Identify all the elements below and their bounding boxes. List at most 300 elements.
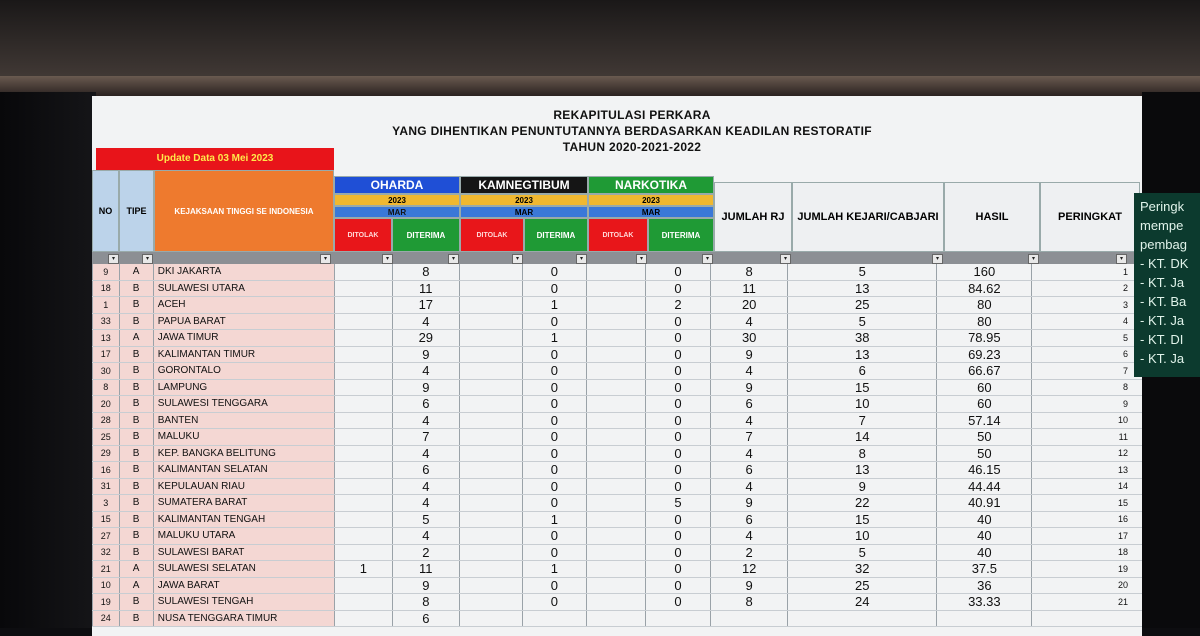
cell-jumlah-rj[interactable]: 9 [711,379,788,396]
cell-jumlah-rj[interactable]: 9 [711,346,788,363]
cell-jumlah-kejari[interactable]: 25 [788,297,937,314]
cell-kamnegtibum-diterima[interactable] [523,610,586,627]
cell-kejaksaan[interactable]: SUMATERA BARAT [153,495,334,512]
cell-tipe[interactable]: A [119,330,153,347]
cell-kamnegtibum-ditolak[interactable] [460,478,523,495]
cell-kamnegtibum-diterima[interactable]: 0 [523,363,586,380]
cell-kejaksaan[interactable]: SULAWESI BARAT [153,544,334,561]
cell-peringkat[interactable]: 21 [1032,594,1142,611]
cell-jumlah-rj[interactable]: 30 [711,330,788,347]
cell-hasil[interactable]: 44.44 [937,478,1032,495]
cell-tipe[interactable]: B [119,313,153,330]
cell-narkotika-ditolak[interactable] [586,346,645,363]
cell-tipe[interactable]: B [119,511,153,528]
cell-jumlah-rj[interactable]: 8 [711,594,788,611]
filter-dropdown-jumlah-kejari[interactable]: ▾ [932,254,943,264]
cell-oharda-diterima[interactable]: 4 [392,495,459,512]
cell-oharda-diterima[interactable]: 11 [392,561,459,578]
cell-oharda-ditolak[interactable] [335,313,393,330]
table-row[interactable] [93,379,1143,396]
cell-oharda-diterima[interactable]: 8 [392,594,459,611]
cell-kamnegtibum-ditolak[interactable] [460,495,523,512]
cell-narkotika-diterima[interactable]: 0 [645,445,710,462]
cell-no[interactable]: 13 [93,330,120,347]
cell-hasil[interactable]: 40 [937,511,1032,528]
cell-narkotika-ditolak[interactable] [586,445,645,462]
cell-narkotika-ditolak[interactable] [586,429,645,446]
cell-kamnegtibum-diterima[interactable]: 0 [523,280,586,297]
cell-tipe[interactable]: B [119,594,153,611]
cell-narkotika-diterima[interactable]: 0 [645,561,710,578]
cell-jumlah-rj[interactable]: 6 [711,462,788,479]
cell-no[interactable]: 31 [93,478,120,495]
table-row[interactable] [93,264,1143,280]
table-row[interactable] [93,429,1143,446]
table-row[interactable] [93,610,1143,627]
filter-dropdown-kamnegtibum-diterima[interactable]: ▾ [576,254,587,264]
cell-no[interactable]: 28 [93,412,120,429]
cell-oharda-diterima[interactable]: 9 [392,379,459,396]
cell-oharda-diterima[interactable]: 4 [392,412,459,429]
cell-kejaksaan[interactable]: ACEH [153,297,334,314]
cell-narkotika-ditolak[interactable] [586,264,645,280]
cell-narkotika-ditolak[interactable] [586,495,645,512]
cell-oharda-ditolak[interactable] [335,330,393,347]
table-row[interactable] [93,412,1143,429]
cell-tipe[interactable]: B [119,297,153,314]
cell-oharda-ditolak[interactable] [335,495,393,512]
cell-no[interactable]: 33 [93,313,120,330]
cell-kamnegtibum-diterima[interactable]: 0 [523,544,586,561]
cell-narkotika-diterima[interactable]: 0 [645,429,710,446]
cell-narkotika-diterima[interactable]: 0 [645,330,710,347]
cell-oharda-ditolak[interactable] [335,462,393,479]
cell-jumlah-kejari[interactable]: 25 [788,577,937,594]
cell-no[interactable]: 15 [93,511,120,528]
cell-jumlah-kejari[interactable]: 6 [788,363,937,380]
cell-kamnegtibum-ditolak[interactable] [460,396,523,413]
cell-no[interactable]: 24 [93,610,120,627]
table-row[interactable] [93,313,1143,330]
cell-no[interactable]: 3 [93,495,120,512]
cell-tipe[interactable]: B [119,379,153,396]
cell-no[interactable]: 30 [93,363,120,380]
cell-oharda-ditolak[interactable] [335,396,393,413]
filter-dropdown-kejaksaan[interactable]: ▾ [320,254,331,264]
cell-peringkat[interactable]: 2 [1032,280,1142,297]
cell-peringkat[interactable]: 13 [1032,462,1142,479]
cell-kamnegtibum-diterima[interactable]: 0 [523,346,586,363]
cell-jumlah-kejari[interactable]: 5 [788,264,937,280]
cell-jumlah-kejari[interactable]: 10 [788,396,937,413]
cell-kamnegtibum-ditolak[interactable] [460,544,523,561]
filter-dropdown-jumlah-rj[interactable]: ▾ [780,254,791,264]
cell-peringkat[interactable]: 1 [1032,264,1142,280]
cell-hasil[interactable]: 160 [937,264,1032,280]
cell-kejaksaan[interactable]: NUSA TENGGARA TIMUR [153,610,334,627]
cell-oharda-ditolak[interactable] [335,429,393,446]
cell-hasil[interactable]: 40.91 [937,495,1032,512]
cell-kamnegtibum-diterima[interactable]: 0 [523,429,586,446]
cell-peringkat[interactable]: 14 [1032,478,1142,495]
cell-no[interactable]: 1 [93,297,120,314]
table-row[interactable] [93,462,1143,479]
cell-hasil[interactable]: 84.62 [937,280,1032,297]
table-row[interactable] [93,561,1143,578]
cell-kamnegtibum-ditolak[interactable] [460,610,523,627]
cell-jumlah-kejari[interactable]: 14 [788,429,937,446]
cell-narkotika-ditolak[interactable] [586,594,645,611]
cell-jumlah-rj[interactable]: 4 [711,412,788,429]
table-row[interactable] [93,346,1143,363]
cell-peringkat[interactable]: 10 [1032,412,1142,429]
cell-jumlah-rj[interactable]: 4 [711,528,788,545]
cell-no[interactable]: 18 [93,280,120,297]
cell-no[interactable]: 10 [93,577,120,594]
cell-peringkat[interactable]: 8 [1032,379,1142,396]
cell-no[interactable]: 19 [93,594,120,611]
cell-oharda-ditolak[interactable] [335,412,393,429]
cell-kejaksaan[interactable]: MALUKU UTARA [153,528,334,545]
cell-kamnegtibum-diterima[interactable]: 0 [523,528,586,545]
cell-hasil[interactable]: 57.14 [937,412,1032,429]
cell-hasil[interactable]: 66.67 [937,363,1032,380]
cell-kamnegtibum-diterima[interactable]: 0 [523,577,586,594]
cell-narkotika-diterima[interactable] [645,610,710,627]
cell-peringkat[interactable]: 17 [1032,528,1142,545]
table-row[interactable] [93,511,1143,528]
cell-hasil[interactable]: 80 [937,313,1032,330]
cell-oharda-diterima[interactable]: 6 [392,610,459,627]
cell-narkotika-ditolak[interactable] [586,313,645,330]
cell-peringkat[interactable]: 18 [1032,544,1142,561]
cell-oharda-diterima[interactable]: 2 [392,544,459,561]
table-row[interactable] [93,330,1143,347]
cell-peringkat[interactable]: 20 [1032,577,1142,594]
cell-narkotika-diterima[interactable]: 2 [645,297,710,314]
cell-jumlah-rj[interactable]: 4 [711,363,788,380]
cell-oharda-diterima[interactable]: 29 [392,330,459,347]
cell-narkotika-ditolak[interactable] [586,412,645,429]
cell-oharda-diterima[interactable]: 4 [392,363,459,380]
cell-tipe[interactable]: B [119,495,153,512]
table-row[interactable] [93,544,1143,561]
cell-kamnegtibum-diterima[interactable]: 1 [523,330,586,347]
cell-jumlah-rj[interactable]: 8 [711,264,788,280]
cell-jumlah-kejari[interactable]: 15 [788,379,937,396]
cell-no[interactable]: 16 [93,462,120,479]
cell-jumlah-rj[interactable]: 4 [711,445,788,462]
cell-kamnegtibum-ditolak[interactable] [460,412,523,429]
cell-oharda-diterima[interactable]: 8 [392,264,459,280]
cell-oharda-diterima[interactable]: 5 [392,511,459,528]
cell-hasil[interactable]: 50 [937,445,1032,462]
cell-peringkat[interactable]: 6 [1032,346,1142,363]
cell-narkotika-diterima[interactable]: 0 [645,511,710,528]
cell-no[interactable]: 29 [93,445,120,462]
cell-kamnegtibum-diterima[interactable]: 0 [523,462,586,479]
cell-jumlah-kejari[interactable]: 7 [788,412,937,429]
table-row[interactable] [93,495,1143,512]
cell-narkotika-ditolak[interactable] [586,610,645,627]
cell-kamnegtibum-ditolak[interactable] [460,577,523,594]
cell-oharda-diterima[interactable]: 4 [392,313,459,330]
cell-tipe[interactable]: B [119,528,153,545]
cell-jumlah-kejari[interactable]: 8 [788,445,937,462]
cell-narkotika-ditolak[interactable] [586,478,645,495]
cell-oharda-ditolak[interactable] [335,280,393,297]
cell-oharda-ditolak[interactable]: 1 [335,561,393,578]
cell-oharda-ditolak[interactable] [335,511,393,528]
cell-kamnegtibum-diterima[interactable]: 0 [523,478,586,495]
cell-kamnegtibum-ditolak[interactable] [460,330,523,347]
cell-jumlah-kejari[interactable]: 32 [788,561,937,578]
cell-oharda-ditolak[interactable] [335,346,393,363]
cell-oharda-diterima[interactable]: 11 [392,280,459,297]
cell-kejaksaan[interactable]: DKI JAKARTA [153,264,334,280]
cell-tipe[interactable]: A [119,577,153,594]
cell-tipe[interactable]: B [119,610,153,627]
cell-oharda-ditolak[interactable] [335,445,393,462]
cell-jumlah-kejari[interactable]: 38 [788,330,937,347]
filter-dropdown-narkotika-ditolak[interactable]: ▾ [636,254,647,264]
cell-peringkat[interactable]: 9 [1032,396,1142,413]
cell-narkotika-diterima[interactable]: 0 [645,528,710,545]
table-row[interactable] [93,528,1143,545]
cell-kejaksaan[interactable]: KEPULAUAN RIAU [153,478,334,495]
cell-kejaksaan[interactable]: LAMPUNG [153,379,334,396]
cell-oharda-ditolak[interactable] [335,478,393,495]
cell-no[interactable]: 32 [93,544,120,561]
cell-hasil[interactable]: 60 [937,379,1032,396]
filter-dropdown-peringkat[interactable]: ▾ [1116,254,1127,264]
cell-oharda-diterima[interactable]: 6 [392,462,459,479]
cell-tipe[interactable]: B [119,429,153,446]
cell-hasil[interactable]: 78.95 [937,330,1032,347]
cell-no[interactable]: 27 [93,528,120,545]
cell-narkotika-ditolak[interactable] [586,297,645,314]
cell-kamnegtibum-diterima[interactable]: 0 [523,264,586,280]
cell-oharda-diterima[interactable]: 9 [392,346,459,363]
cell-oharda-ditolak[interactable] [335,544,393,561]
cell-kamnegtibum-diterima[interactable]: 0 [523,594,586,611]
cell-peringkat[interactable]: 15 [1032,495,1142,512]
table-row[interactable] [93,280,1143,297]
cell-jumlah-rj[interactable]: 4 [711,478,788,495]
cell-oharda-ditolak[interactable] [335,363,393,380]
cell-jumlah-rj[interactable]: 12 [711,561,788,578]
cell-kamnegtibum-ditolak[interactable] [460,429,523,446]
cell-kamnegtibum-diterima[interactable]: 0 [523,445,586,462]
cell-narkotika-ditolak[interactable] [586,363,645,380]
cell-kejaksaan[interactable]: PAPUA BARAT [153,313,334,330]
cell-kejaksaan[interactable]: GORONTALO [153,363,334,380]
cell-tipe[interactable]: B [119,346,153,363]
cell-jumlah-kejari[interactable] [788,610,937,627]
filter-dropdown-kamnegtibum-ditolak[interactable]: ▾ [512,254,523,264]
cell-jumlah-rj[interactable]: 7 [711,429,788,446]
cell-tipe[interactable]: B [119,363,153,380]
cell-peringkat[interactable]: 7 [1032,363,1142,380]
filter-dropdown-no[interactable]: ▾ [108,254,119,264]
cell-kejaksaan[interactable]: KALIMANTAN TIMUR [153,346,334,363]
cell-narkotika-ditolak[interactable] [586,577,645,594]
cell-narkotika-ditolak[interactable] [586,511,645,528]
cell-hasil[interactable]: 37.5 [937,561,1032,578]
cell-tipe[interactable]: B [119,280,153,297]
cell-peringkat[interactable]: 16 [1032,511,1142,528]
cell-oharda-diterima[interactable]: 9 [392,577,459,594]
cell-peringkat[interactable]: 3 [1032,297,1142,314]
cell-oharda-ditolak[interactable] [335,594,393,611]
cell-jumlah-rj[interactable]: 20 [711,297,788,314]
cell-no[interactable]: 25 [93,429,120,446]
cell-kamnegtibum-ditolak[interactable] [460,561,523,578]
cell-tipe[interactable]: B [119,412,153,429]
cell-oharda-diterima[interactable]: 4 [392,445,459,462]
cell-no[interactable]: 9 [93,264,120,280]
cell-jumlah-kejari[interactable]: 10 [788,528,937,545]
cell-oharda-ditolak[interactable] [335,297,393,314]
cell-peringkat[interactable]: 5 [1032,330,1142,347]
cell-kamnegtibum-ditolak[interactable] [460,511,523,528]
cell-kamnegtibum-ditolak[interactable] [460,297,523,314]
cell-jumlah-rj[interactable]: 9 [711,495,788,512]
cell-kamnegtibum-ditolak[interactable] [460,379,523,396]
cell-kamnegtibum-diterima[interactable]: 0 [523,412,586,429]
cell-jumlah-kejari[interactable]: 13 [788,462,937,479]
cell-narkotika-diterima[interactable]: 0 [645,313,710,330]
table-row[interactable] [93,396,1143,413]
cell-no[interactable]: 21 [93,561,120,578]
cell-narkotika-diterima[interactable]: 0 [645,379,710,396]
cell-hasil[interactable]: 36 [937,577,1032,594]
cell-kejaksaan[interactable]: SULAWESI TENGGARA [153,396,334,413]
cell-tipe[interactable]: B [119,478,153,495]
cell-jumlah-kejari[interactable]: 15 [788,511,937,528]
cell-hasil[interactable]: 50 [937,429,1032,446]
cell-kejaksaan[interactable]: SULAWESI SELATAN [153,561,334,578]
cell-jumlah-kejari[interactable]: 24 [788,594,937,611]
cell-jumlah-rj[interactable]: 6 [711,511,788,528]
cell-narkotika-ditolak[interactable] [586,396,645,413]
cell-hasil[interactable]: 40 [937,528,1032,545]
cell-narkotika-ditolak[interactable] [586,561,645,578]
cell-oharda-diterima[interactable]: 4 [392,478,459,495]
cell-kejaksaan[interactable]: JAWA TIMUR [153,330,334,347]
cell-kamnegtibum-ditolak[interactable] [460,264,523,280]
cell-hasil[interactable]: 69.23 [937,346,1032,363]
filter-dropdown-oharda-ditolak[interactable]: ▾ [382,254,393,264]
cell-kejaksaan[interactable]: KALIMANTAN SELATAN [153,462,334,479]
cell-jumlah-kejari[interactable]: 13 [788,346,937,363]
cell-oharda-diterima[interactable]: 4 [392,528,459,545]
cell-kejaksaan[interactable]: SULAWESI UTARA [153,280,334,297]
cell-oharda-diterima[interactable]: 17 [392,297,459,314]
cell-narkotika-diterima[interactable]: 0 [645,478,710,495]
cell-kejaksaan[interactable]: MALUKU [153,429,334,446]
cell-narkotika-diterima[interactable]: 0 [645,363,710,380]
cell-narkotika-ditolak[interactable] [586,462,645,479]
cell-no[interactable]: 17 [93,346,120,363]
cell-narkotika-ditolak[interactable] [586,544,645,561]
cell-narkotika-ditolak[interactable] [586,379,645,396]
cell-kamnegtibum-ditolak[interactable] [460,445,523,462]
cell-oharda-ditolak[interactable] [335,528,393,545]
cell-kejaksaan[interactable]: KEP. BANGKA BELITUNG [153,445,334,462]
cell-narkotika-diterima[interactable]: 0 [645,264,710,280]
cell-hasil[interactable]: 46.15 [937,462,1032,479]
cell-peringkat[interactable]: 11 [1032,429,1142,446]
cell-kejaksaan[interactable]: JAWA BARAT [153,577,334,594]
cell-tipe[interactable]: B [119,462,153,479]
cell-kamnegtibum-diterima[interactable]: 0 [523,379,586,396]
cell-narkotika-diterima[interactable]: 0 [645,346,710,363]
table-row[interactable] [93,577,1143,594]
table-row[interactable] [93,297,1143,314]
cell-jumlah-rj[interactable] [711,610,788,627]
cell-narkotika-diterima[interactable]: 0 [645,280,710,297]
cell-kamnegtibum-ditolak[interactable] [460,313,523,330]
cell-kamnegtibum-ditolak[interactable] [460,363,523,380]
cell-peringkat[interactable]: 19 [1032,561,1142,578]
table-row[interactable] [93,445,1143,462]
cell-hasil[interactable]: 80 [937,297,1032,314]
cell-kamnegtibum-diterima[interactable]: 1 [523,561,586,578]
cell-jumlah-rj[interactable]: 9 [711,577,788,594]
filter-dropdown-tipe[interactable]: ▾ [142,254,153,264]
cell-peringkat[interactable] [1032,610,1142,627]
cell-kejaksaan[interactable]: SULAWESI TENGAH [153,594,334,611]
cell-tipe[interactable]: A [119,264,153,280]
cell-jumlah-kejari[interactable]: 22 [788,495,937,512]
cell-oharda-diterima[interactable]: 6 [392,396,459,413]
cell-narkotika-ditolak[interactable] [586,330,645,347]
cell-kamnegtibum-ditolak[interactable] [460,594,523,611]
cell-hasil[interactable] [937,610,1032,627]
cell-kamnegtibum-diterima[interactable]: 1 [523,297,586,314]
cell-narkotika-diterima[interactable]: 0 [645,412,710,429]
cell-kamnegtibum-ditolak[interactable] [460,280,523,297]
cell-jumlah-kejari[interactable]: 5 [788,313,937,330]
cell-jumlah-kejari[interactable]: 9 [788,478,937,495]
cell-hasil[interactable]: 33.33 [937,594,1032,611]
cell-oharda-ditolak[interactable] [335,379,393,396]
cell-kamnegtibum-ditolak[interactable] [460,462,523,479]
cell-narkotika-diterima[interactable]: 0 [645,544,710,561]
cell-hasil[interactable]: 60 [937,396,1032,413]
cell-oharda-ditolak[interactable] [335,610,393,627]
cell-narkotika-ditolak[interactable] [586,280,645,297]
cell-kamnegtibum-diterima[interactable]: 0 [523,313,586,330]
filter-dropdown-narkotika-diterima[interactable]: ▾ [702,254,713,264]
cell-hasil[interactable]: 40 [937,544,1032,561]
cell-kamnegtibum-diterima[interactable]: 0 [523,495,586,512]
cell-jumlah-rj[interactable]: 4 [711,313,788,330]
cell-no[interactable]: 20 [93,396,120,413]
cell-kamnegtibum-diterima[interactable]: 1 [523,511,586,528]
cell-tipe[interactable]: B [119,544,153,561]
table-row[interactable] [93,363,1143,380]
cell-jumlah-kejari[interactable]: 5 [788,544,937,561]
cell-tipe[interactable]: B [119,396,153,413]
cell-oharda-diterima[interactable]: 7 [392,429,459,446]
table-row[interactable] [93,594,1143,611]
cell-tipe[interactable]: B [119,445,153,462]
cell-kamnegtibum-ditolak[interactable] [460,528,523,545]
cell-kejaksaan[interactable]: KALIMANTAN TENGAH [153,511,334,528]
cell-jumlah-rj[interactable]: 2 [711,544,788,561]
